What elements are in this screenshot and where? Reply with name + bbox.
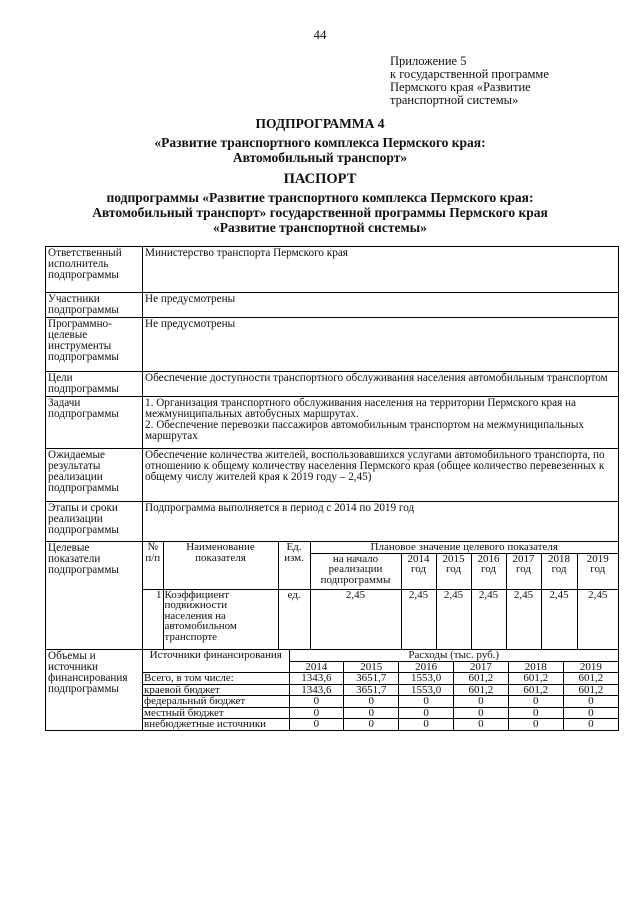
year-header: 2015 (344, 661, 399, 673)
appendix-line: к государственной программе (390, 67, 549, 81)
subprogram-name (0, 135, 640, 165)
expense-value: 0 (289, 707, 344, 719)
row-label: Участники подпрограммы (46, 293, 143, 318)
expense-value: 601,2 (508, 673, 563, 685)
passport-table (45, 246, 619, 731)
year-header: 2014 год (401, 553, 436, 589)
row-label: Ожидаемые результаты реализации подпрограммы (46, 449, 143, 502)
expense-value: 601,2 (453, 673, 508, 685)
expense-value: 0 (344, 707, 399, 719)
row-value: Подпрограмма выполняется в период с 2014 по 2019 год (143, 502, 619, 542)
col-start-header: на начало реализации подпрограммы (310, 553, 401, 589)
row-num: 1 (143, 589, 163, 649)
expense-value: 0 (563, 707, 618, 719)
task-item: 2. Обеспечение перевозки пассажиров автомобильным транспортом на межмуниципальных маршрутах (145, 419, 584, 442)
col-num-header: № п/п (143, 542, 163, 589)
row-label: Объемы и источники финансирования подпрограммы (46, 650, 143, 731)
expense-value: 601,2 (453, 684, 508, 696)
targets-table (143, 542, 618, 649)
table-row (46, 502, 619, 542)
indicator-value: 2,45 (471, 589, 506, 649)
year-header: 2018 год (541, 553, 577, 589)
appendix-line: Пермского края «Развитие (390, 80, 531, 94)
passport-heading: ПАСПОРТ (283, 171, 357, 187)
expense-value: 0 (289, 719, 344, 730)
col-expenses-header: Расходы (тыс. руб.) (289, 650, 618, 661)
expense-value: 0 (453, 707, 508, 719)
task-item: 1. Организация транспортного обслуживания населения на территории Пермского края на межмуниципальных автобусных маршрутах. (145, 397, 576, 420)
year-header: 2017 год (506, 553, 541, 589)
expense-value: 601,2 (563, 673, 618, 685)
finance-row (143, 696, 618, 708)
col-plan-header: Плановое значение целевого показателя (310, 542, 618, 553)
finance-row (143, 684, 618, 696)
expense-value: 0 (508, 707, 563, 719)
year-header: 2015 год (436, 553, 471, 589)
expense-value: 3651,7 (344, 684, 399, 696)
expense-value: 0 (563, 696, 618, 708)
expense-value: 0 (453, 696, 508, 708)
finance-row (143, 673, 618, 685)
row-label: Задачи подпрограммы (46, 397, 143, 449)
source-name: федеральный бюджет (143, 696, 289, 708)
row-label: Ответственный исполнитель подпрограммы (46, 247, 143, 293)
indicator-value: 2,45 (577, 589, 618, 649)
row-label: Этапы и сроки реализации подпрограммы (46, 502, 143, 542)
table-row (46, 397, 619, 449)
indicator-name: Коэффициент подвижности населения на автомобильном транспорте (163, 589, 278, 649)
appendix-line: Приложение 5 (390, 54, 467, 68)
financing-cell (143, 650, 619, 731)
expense-value: 1343,6 (289, 684, 344, 696)
subprogram-name-line: Автомобильный транспорт» (232, 150, 408, 165)
expense-value: 1553,0 (399, 673, 454, 685)
source-name: местный бюджет (143, 707, 289, 719)
expense-value: 601,2 (508, 684, 563, 696)
row-value: Обеспечение количества жителей, воспользовавшихся услугами автомобильного транспорта, по отношению к общему количеству населения Пермского края (общее количество перевезенных к общему числу жителей края к 2019 году – 2,45) (143, 449, 619, 502)
passport-subtitle-line: «Развитие транспортной системы» (213, 220, 427, 235)
source-name: внебюджетные источники (143, 719, 289, 730)
indicator-start: 2,45 (310, 589, 401, 649)
appendix-note (390, 55, 620, 107)
row-label: Целевые показатели подпрограммы (46, 542, 143, 650)
expense-value: 0 (399, 707, 454, 719)
indicator-value: 2,45 (541, 589, 577, 649)
finance-header-row (143, 650, 618, 661)
col-sources-header: Источники финансирования (143, 650, 289, 673)
expense-value: 0 (399, 696, 454, 708)
year-header: 2019 (563, 661, 618, 673)
expense-value: 0 (399, 719, 454, 730)
expense-value: 0 (289, 696, 344, 708)
year-header: 2016 (399, 661, 454, 673)
col-name-header: Наименование показателя (163, 542, 278, 589)
expense-value: 0 (563, 719, 618, 730)
table-row (46, 542, 619, 650)
year-header: 2016 год (471, 553, 506, 589)
year-header: 2014 (289, 661, 344, 673)
page-number: 44 (313, 27, 327, 42)
indicator-unit: ед. (278, 589, 310, 649)
col-unit-header: Ед. изм. (278, 542, 310, 589)
year-header: 2018 (508, 661, 563, 673)
passport-subtitle-line: Автомобильный транспорт» государственной программы Пермского края (92, 205, 548, 220)
source-name: краевой бюджет (143, 684, 289, 696)
row-value: Не предусмотрены (143, 318, 619, 372)
year-header: 2019 год (577, 553, 618, 589)
subprogram-heading: ПОДПРОГРАММА 4 (255, 116, 385, 131)
passport-subtitle-line: подпрограммы «Развитие транспортного комплекса Пермского края: (106, 190, 534, 205)
row-value: Не предусмотрены (143, 293, 619, 318)
targets-header-row (143, 542, 618, 553)
expense-value: 0 (453, 719, 508, 730)
appendix-line: транспортной системы» (390, 93, 519, 107)
expense-value: 601,2 (563, 684, 618, 696)
expense-value: 1553,0 (399, 684, 454, 696)
passport-subtitle (0, 190, 640, 235)
targets-data-row (143, 589, 618, 649)
expense-value: 3651,7 (344, 673, 399, 685)
row-value (143, 397, 619, 449)
table-row (46, 318, 619, 372)
expense-value: 0 (508, 696, 563, 708)
expense-value: 0 (508, 719, 563, 730)
row-value: Министерство транспорта Пермского края (143, 247, 619, 293)
table-row (46, 449, 619, 502)
finance-row (143, 707, 618, 719)
row-label: Программно-целевые инструменты подпрограммы (46, 318, 143, 372)
row-value: Обеспечение доступности транспортного обслуживания населения автомобильным транспортом (143, 372, 619, 397)
expense-value: 1343,6 (289, 673, 344, 685)
table-row (46, 293, 619, 318)
year-header: 2017 (453, 661, 508, 673)
table-row (46, 247, 619, 293)
indicator-value: 2,45 (401, 589, 436, 649)
row-label: Цели подпрограммы (46, 372, 143, 397)
targets-cell (143, 542, 619, 650)
indicator-value: 2,45 (436, 589, 471, 649)
finance-table (143, 650, 618, 730)
table-row (46, 650, 619, 731)
indicator-value: 2,45 (506, 589, 541, 649)
expense-value: 0 (344, 719, 399, 730)
table-row (46, 372, 619, 397)
source-name: Всего, в том числе: (143, 673, 289, 685)
expense-value: 0 (344, 696, 399, 708)
subprogram-name-line: «Развитие транспортного комплекса Пермского края: (154, 135, 486, 150)
finance-row (143, 719, 618, 730)
